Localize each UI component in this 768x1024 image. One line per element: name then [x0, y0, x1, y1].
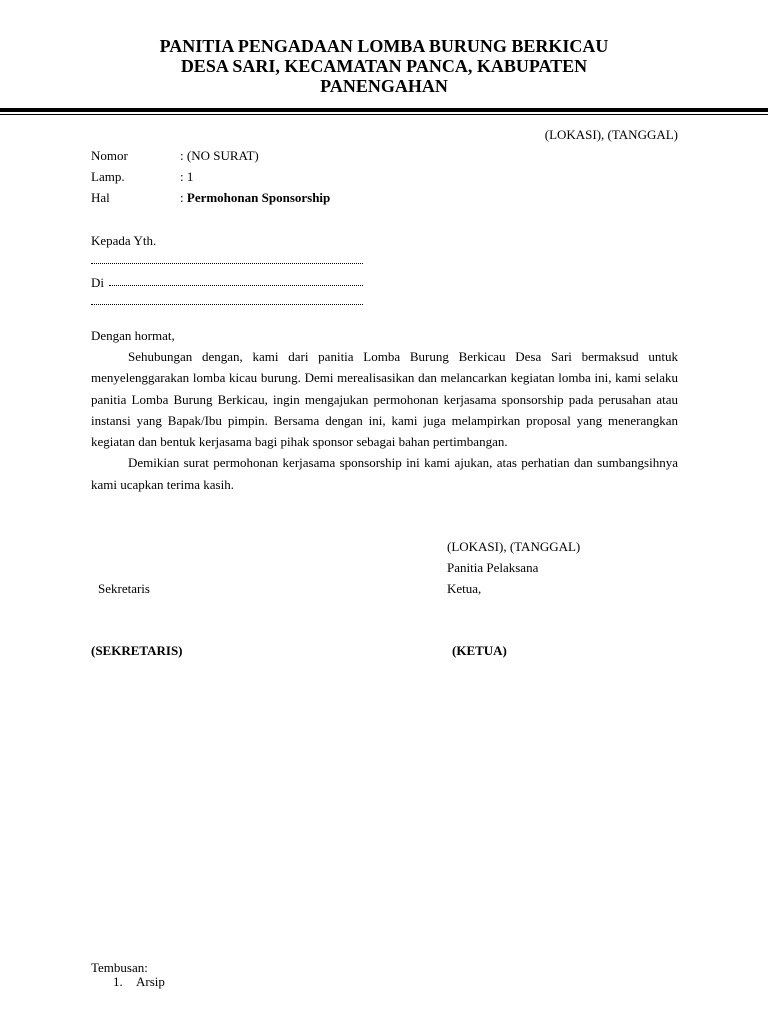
- tembusan-label: Tembusan:: [91, 960, 148, 975]
- lamp-value: : 1: [180, 169, 194, 184]
- nomor-value: : (NO SURAT): [180, 148, 259, 163]
- ketua-name: (KETUA): [452, 643, 507, 658]
- signature-ketua-title: Ketua,: [447, 581, 482, 596]
- recipient-address-line: [91, 303, 363, 305]
- recipient-name-line: [91, 262, 363, 264]
- place-date-top: (LOKASI), (TANGGAL): [544, 127, 678, 142]
- salutation: Dengan hormat,: [91, 328, 175, 343]
- body-paragraph-2: Demikian surat permohonan kerjasama sponsorship ini kami ajukan, atas perhatian dan sumbangsihnya kami ucapkan terima kasih.: [91, 455, 678, 492]
- lamp-label: Lamp.: [91, 169, 125, 184]
- hal-label: Hal: [91, 190, 110, 205]
- tembusan-item-text: Arsip: [136, 974, 165, 989]
- letterhead: [100, 36, 668, 96]
- tembusan-item-number: 1.: [113, 974, 123, 989]
- hal-line: [180, 190, 330, 205]
- nomor-label: Nomor: [91, 148, 128, 163]
- hal-value: Permohonan Sponsorship: [186, 190, 331, 205]
- di-label: Di: [91, 275, 104, 290]
- letterhead-divider-thick: [0, 108, 768, 112]
- letterhead-line-3: PANENGAHAN: [320, 76, 448, 96]
- signature-place-date: (LOKASI), (TANGGAL): [447, 539, 581, 554]
- letterhead-line-2: DESA SARI, KECAMATAN PANCA, KABUPATEN: [180, 56, 588, 76]
- hal-colon: :: [180, 190, 187, 205]
- kepada-label: Kepada Yth.: [91, 233, 157, 248]
- body-paragraph-1: Sehubungan dengan, kami dari panitia Lomba Burung Berkicau Desa Sari bermaksud untuk menyelenggarakan lomba kicau burung. Demi merealisasikan dan melancarkan kegiatan lomba ini, kami selaku panitia Lomba Burung Berkicau, ingin mengajukan permohonan kerjasama sponsorship pada perusahan atau instansi yang Bapak/Ibu pimpin. Bersama dengan ini, kami juga melampirkan proposal yang menerangkan kegiatan dan bentuk kerjasama bagi pihak sponsor sebagai bahan pertimbangan.: [91, 349, 678, 450]
- letterhead-line-1: PANITIA PENGADAAN LOMBA BURUNG BERKICAU: [159, 36, 609, 56]
- letterhead-divider-thin: [0, 114, 768, 115]
- signature-sekretaris-title: Sekretaris: [98, 581, 150, 596]
- recipient-place-line: [109, 284, 363, 286]
- sekretaris-name: (SEKRETARIS): [91, 643, 183, 658]
- signature-committee: Panitia Pelaksana: [447, 560, 539, 575]
- letter-body: [91, 346, 678, 495]
